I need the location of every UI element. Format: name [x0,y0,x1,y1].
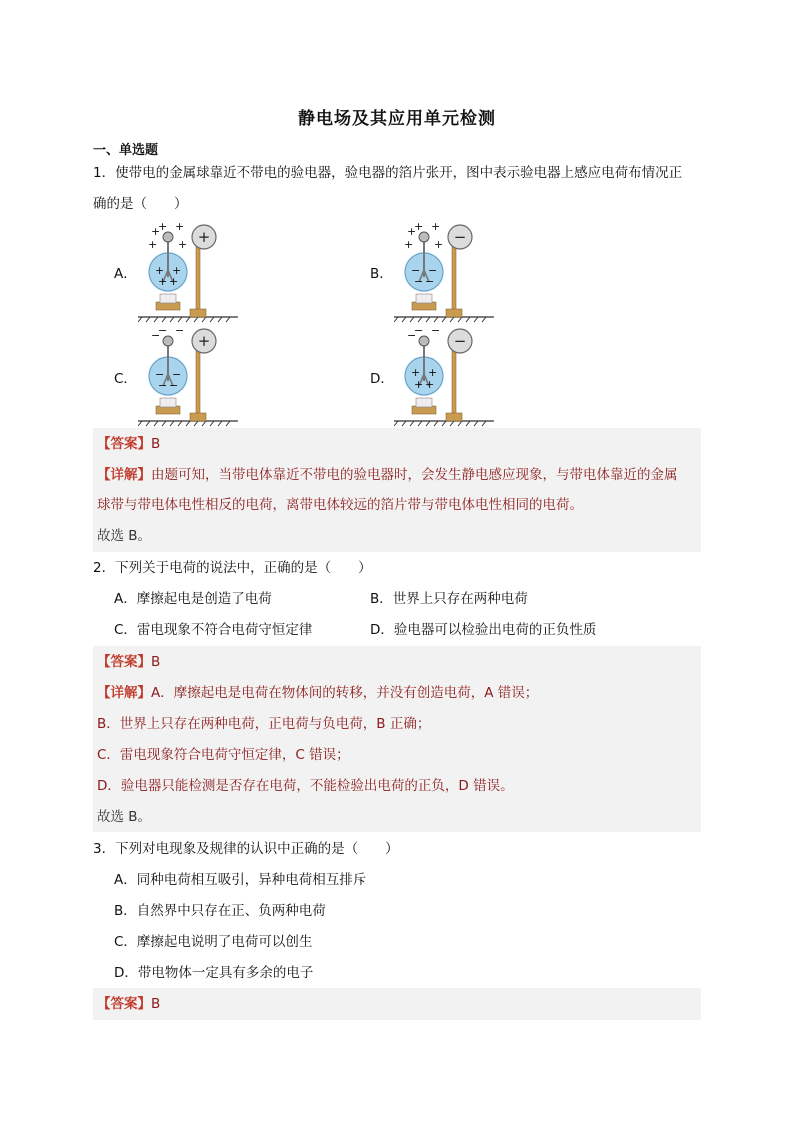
leaf-charge: + [155,264,165,277]
answer-value: B [151,436,161,452]
answer-value: B [151,654,161,670]
charged-ball-sign: − [453,332,467,350]
leaf-charge: − [155,368,165,381]
q1-label-c: C． [114,371,137,387]
q1-label-d: D． [370,371,394,387]
leaf-charge: + [158,275,168,288]
top-charge: + [175,222,185,233]
leaf-charge: − [428,264,438,277]
top-charge: + [178,238,188,251]
ground-hatch [394,421,494,426]
q2-option-b: B．世界上只存在两种电荷 [370,591,528,607]
q1-answer [97,434,160,454]
top-charge: − [407,329,417,342]
electroscope-figure-b [394,222,494,322]
answer-tag: 【答案】 [97,436,151,452]
ground-hatch [394,317,494,322]
q1-detail-line1 [97,465,678,485]
q2-stem: 2．下列关于电荷的说法中，正确的是（ ） [93,560,372,576]
q2-answer [97,652,160,672]
q2-option-c: C．雷电现象不符合电荷守恒定律 [114,622,313,638]
top-charge: + [407,225,417,238]
q2-answer-block [93,646,701,832]
electroscope-figure-c [138,326,238,426]
q2-detail-line1 [97,683,538,703]
answer-tag: 【答案】 [97,654,151,670]
leaf-charge: + [169,275,179,288]
q3-option-c: C．摩擦起电说明了电荷可以创生 [114,934,313,950]
q3-option-a: A．同种电荷相互吸引，异种电荷相互排斥 [114,872,367,888]
q3-option-d: D．带电物体一定具有多余的电子 [114,965,314,981]
detail-tag: 【详解】 [97,467,151,483]
q1-answer-block [93,428,701,552]
q3-option-b: B．自然界中只存在正、负两种电荷 [114,903,326,919]
leaf-charge: − [172,368,182,381]
top-charge: + [431,222,441,233]
charged-ball-sign: + [197,332,211,350]
q2-conclusion: 故选 B。 [97,809,152,825]
top-charge: + [151,225,161,238]
top-charge: + [404,238,414,251]
top-charge: − [175,326,185,337]
detail-text: 由题可知，当带电体靠近不带电的验电器时，会发生静电感应现象，与带电体靠近的金属 [151,467,678,483]
ground-hatch [138,421,238,426]
top-charge: − [158,326,168,337]
top-charge: − [414,326,424,337]
q3-stem: 3．下列对电现象及规律的认识中正确的是（ ） [93,841,399,857]
charged-ball-sign: − [453,228,467,246]
answer-value: B [151,996,161,1012]
q2-option-d: D．验电器可以检验出电荷的正负性质 [370,622,597,638]
leaf-charge: + [428,366,438,379]
leaf-charge: + [411,366,421,379]
q1-stem-line1: 1．使带电的金属球靠近不带电的验电器，验电器的箔片张开，图中表示验电器上感应电荷布情况正 [93,165,683,181]
q3-answer-block [93,988,701,1020]
q1-conclusion: 故选 B。 [97,528,152,544]
electroscope-figure-d [394,326,494,426]
leaf-charge: − [411,264,421,277]
charged-ball-sign: + [197,228,211,246]
q3-answer [97,994,160,1014]
section-heading: 一、单选题 [93,143,159,158]
top-charge: + [158,222,168,233]
answer-tag: 【答案】 [97,996,151,1012]
q2-option-a: A．摩擦起电是创造了电荷 [114,591,272,607]
leaf-charge: + [414,378,424,391]
top-charge: + [414,222,424,233]
q2-detail-line2: B．世界上只存在两种电荷，正电荷与负电荷，B 正确； [97,716,431,732]
top-charge: − [431,326,441,337]
detail-text: A．摩擦起电是电荷在物体间的转移，并没有创造电荷，A 错误； [151,685,539,701]
leaf-charge: + [172,264,182,277]
q1-label-b: B． [370,266,393,282]
leaf-charge: + [425,378,435,391]
top-charge: − [151,329,161,342]
page-title: 静电场及其应用单元检测 [298,109,496,129]
top-charge: + [434,238,444,251]
q1-stem-line2: 确的是（ ） [93,196,188,212]
leaf-charge: − [169,379,179,392]
ground-hatch [138,317,238,322]
q2-detail-line3: C．雷电现象符合电荷守恒定律，C 错误； [97,747,350,763]
q2-detail-line4: D．验电器只能检测是否存在电荷，不能检验出电荷的正负，D 错误。 [97,778,514,794]
leaf-charge: − [158,379,168,392]
top-charge: + [148,238,158,251]
leaf-charge: − [414,275,424,288]
q1-label-a: A． [114,266,137,282]
leaf-charge: − [425,275,435,288]
electroscope-figure-a [138,222,238,322]
q1-detail-line2: 球带与带电体电性相反的电荷，离带电体较远的箔片带与带电体电性相同的电荷。 [97,497,583,513]
detail-tag: 【详解】 [97,685,151,701]
